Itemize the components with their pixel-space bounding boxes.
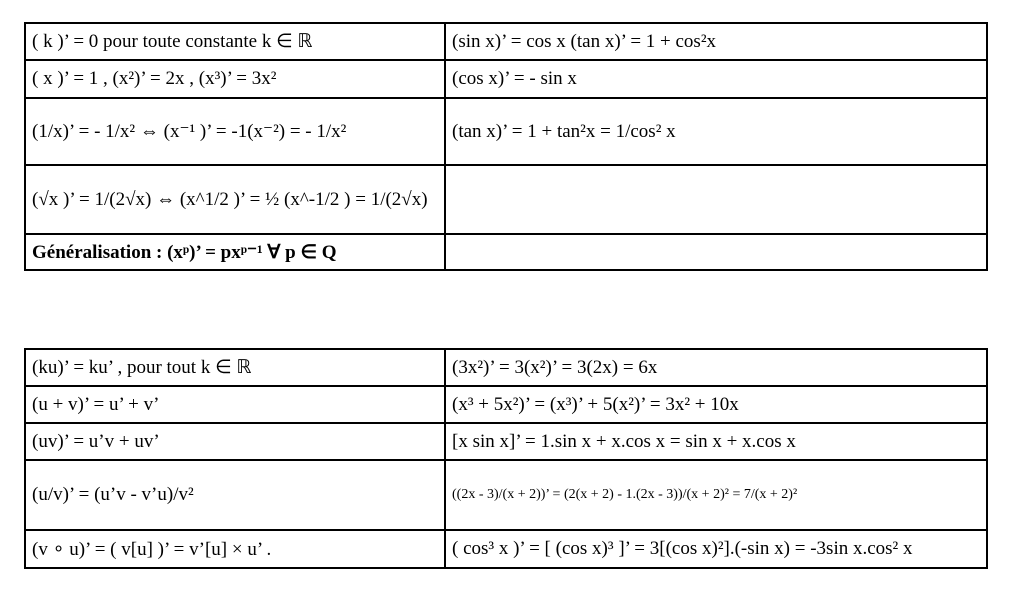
formula-cell: (u + v)’ = u’ + v’	[25, 386, 445, 423]
table-row	[25, 530, 987, 568]
formula-cell: (tan x)’ = 1 + tan²x = 1/cos² x	[445, 98, 987, 165]
formula-cell: ( cos³ x )’ = [ (cos x)³ ]’ = 3[(cos x)²].(-sin x) = -3sin x.cos² x	[445, 530, 987, 568]
table-row	[25, 349, 987, 386]
formula-cell: (v ∘ u)’ = ( v[u] )’ = v’[u] × u’ .	[25, 530, 445, 568]
derivatives-table-rules	[24, 348, 988, 569]
formula-cell: (ku)’ = ku’ , pour tout k ∈ ℝ	[25, 349, 445, 386]
formula-cell	[445, 165, 987, 234]
table-row	[25, 23, 987, 60]
formula-cell: (√x )’ = 1/(2√x) ⇔ (x^1/2 )’ = ½ (x^-1/2 ) = 1/(2√x)	[25, 165, 445, 234]
formula-cell: ((2x - 3)/(x + 2))’ = (2(x + 2) - 1.(2x - 3))/(x + 2)² = 7/(x + 2)²	[445, 460, 987, 530]
formula-cell: (3x²)’ = 3(x²)’ = 3(2x) = 6x	[445, 349, 987, 386]
table-row	[25, 60, 987, 98]
formula-cell: ( k )’ = 0 pour toute constante k ∈ ℝ	[25, 23, 445, 60]
table-row	[25, 386, 987, 423]
formula-cell: (cos x)’ = - sin x	[445, 60, 987, 98]
table-row	[25, 98, 987, 165]
formula-cell: (x³ + 5x²)’ = (x³)’ + 5(x²)’ = 3x² + 10x	[445, 386, 987, 423]
formula-cell: (1/x)’ = - 1/x² ⇔ (x⁻¹ )’ = -1(x⁻²) = - 1/x²	[25, 98, 445, 165]
formula-cell: (uv)’ = u’v + uv’	[25, 423, 445, 460]
generalisation-cell: Généralisation : (xᵖ)’ = pxᵖ⁻¹ ∀ p ∈ Q	[25, 234, 445, 270]
formula-cell: (u/v)’ = (u’v - v’u)/v²	[25, 460, 445, 530]
table-row	[25, 234, 987, 270]
table-row	[25, 423, 987, 460]
formula-cell	[445, 234, 987, 270]
formula-cell: [x sin x]’ = 1.sin x + x.cos x = sin x + x.cos x	[445, 423, 987, 460]
table-row	[25, 460, 987, 530]
formula-cell: (sin x)’ = cos x (tan x)’ = 1 + cos²x	[445, 23, 987, 60]
formula-cell: ( x )’ = 1 , (x²)’ = 2x , (x³)’ = 3x²	[25, 60, 445, 98]
table-row	[25, 165, 987, 234]
derivatives-table-basic	[24, 22, 988, 271]
